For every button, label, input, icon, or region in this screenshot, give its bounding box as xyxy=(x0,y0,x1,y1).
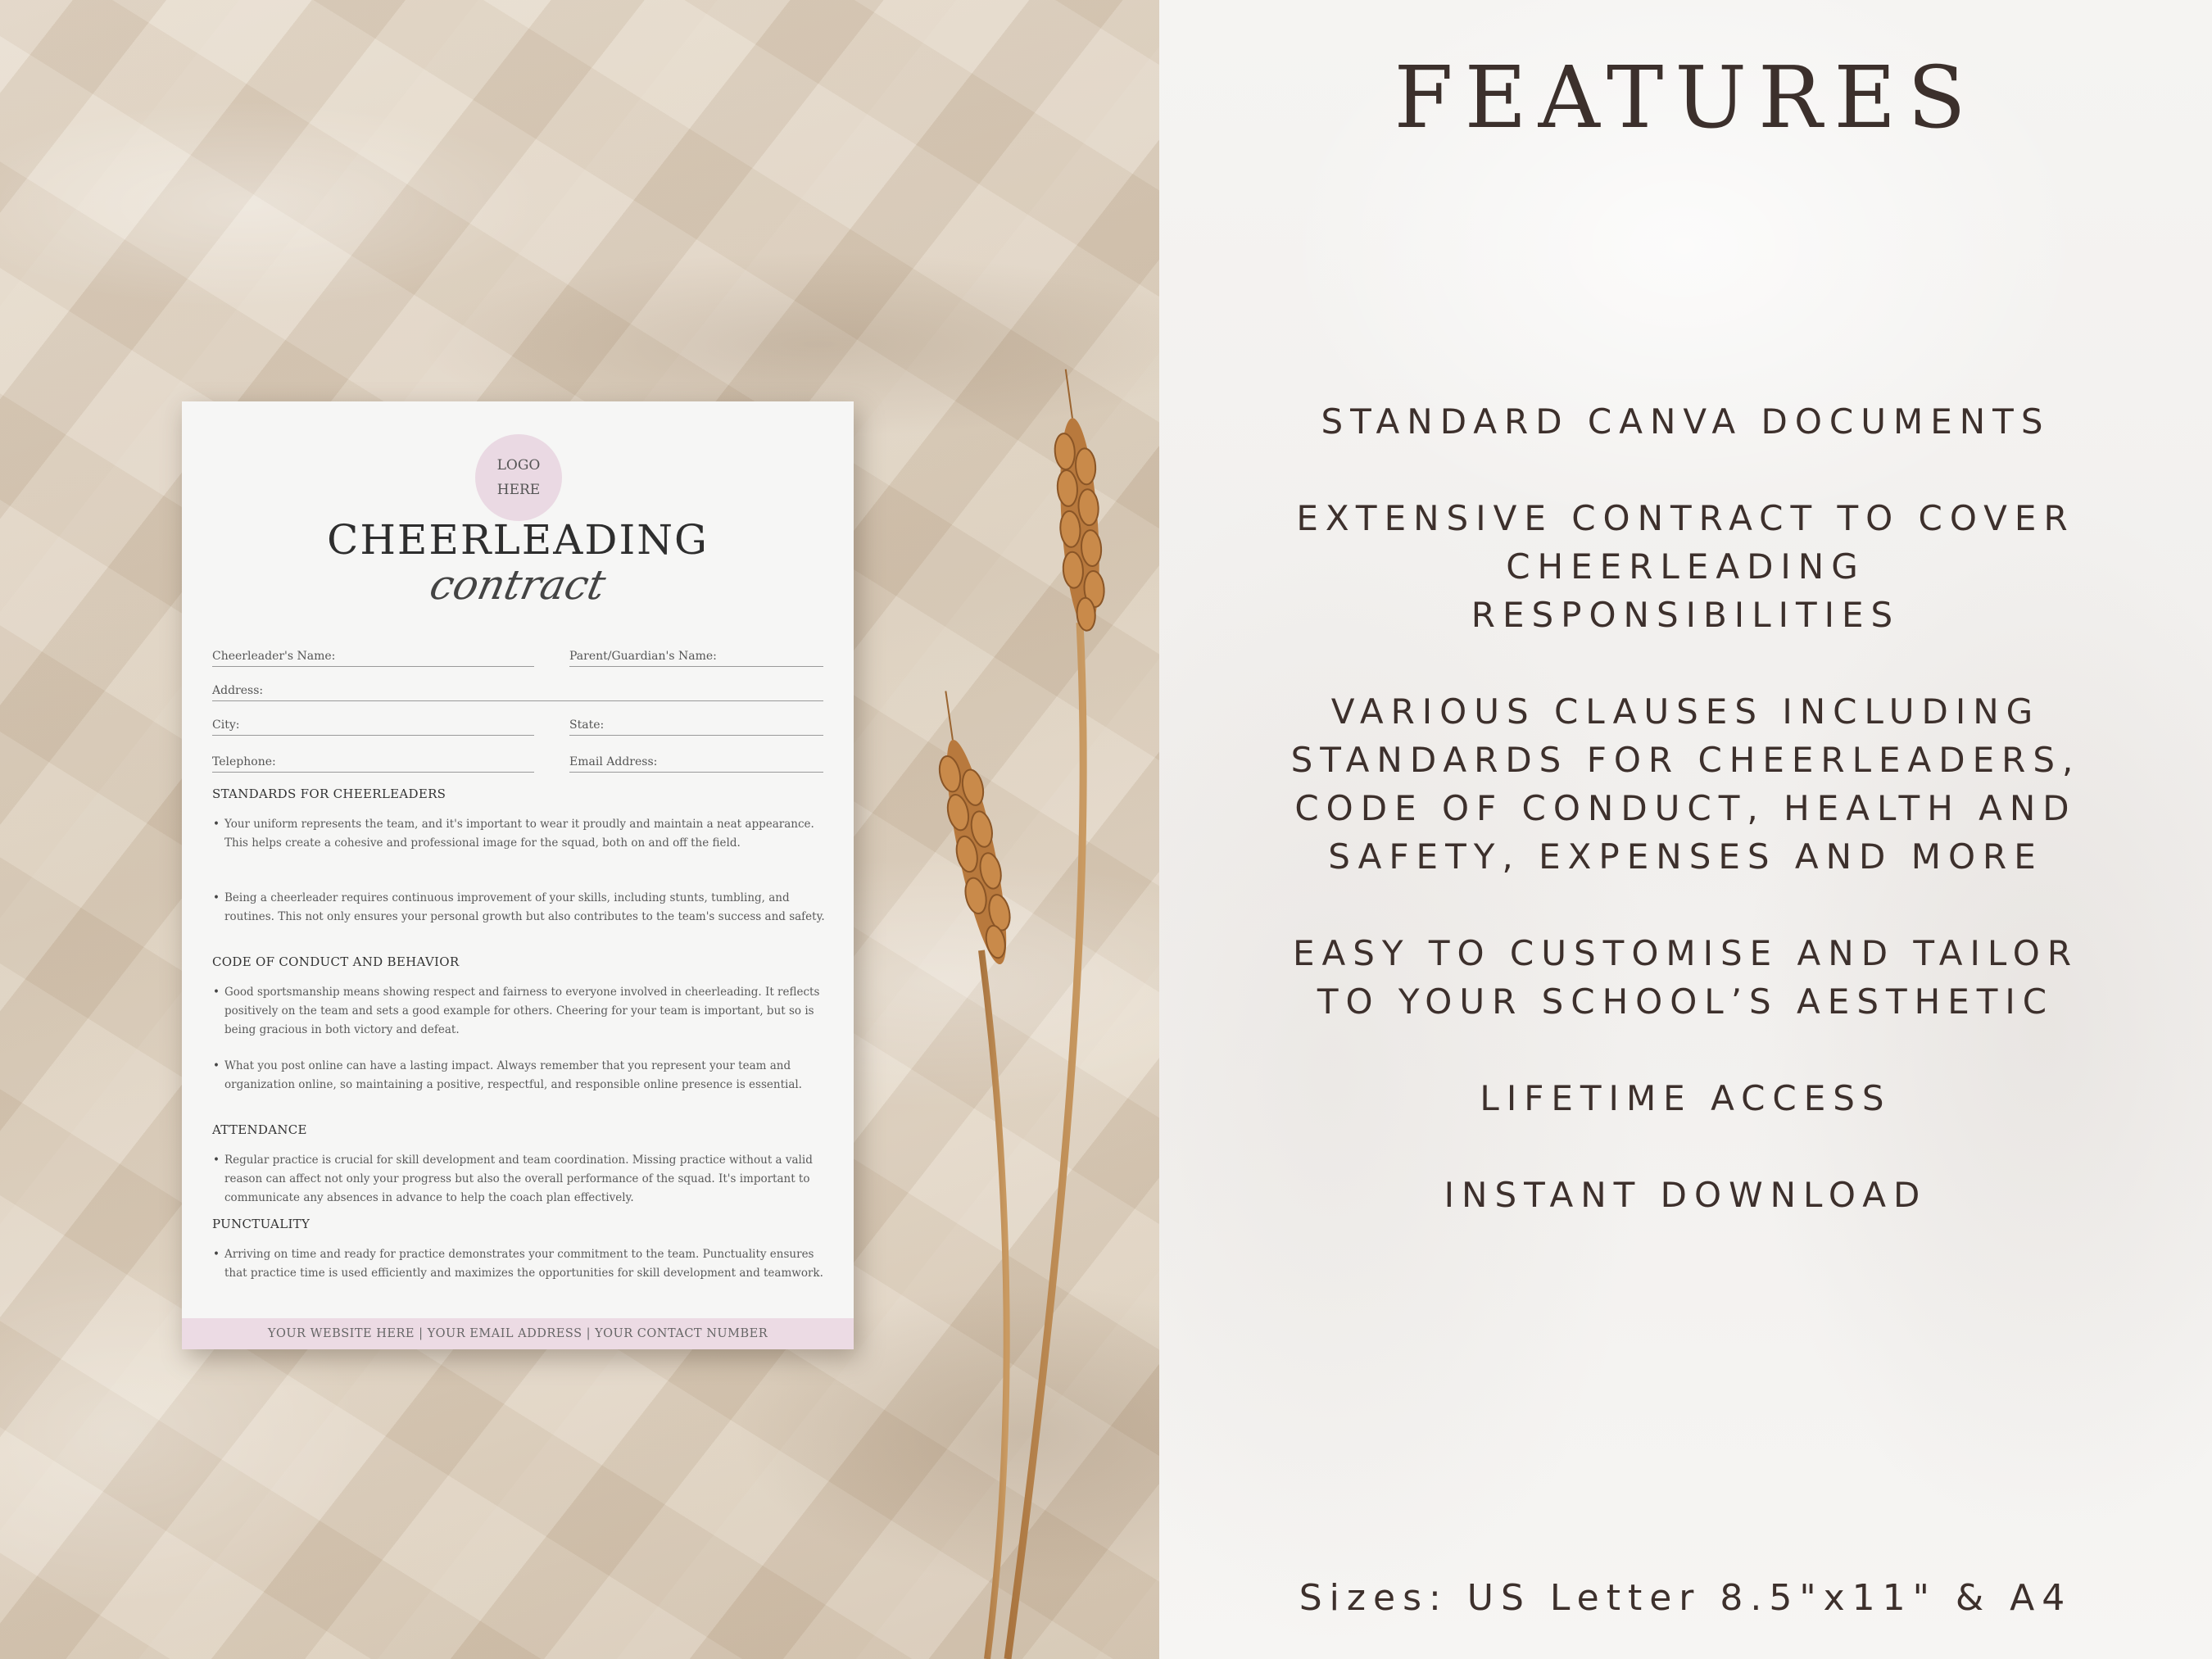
features-title: FEATURES xyxy=(1394,48,1978,147)
contract-document xyxy=(182,401,854,1349)
feature-item: INSTANT DOWNLOAD xyxy=(1444,1175,1928,1215)
section-bullet: • Regular practice is crucial for skill development and team coordination. Missing practice without a valid reason can affect not only your progress but also the overall performance of the squad. It's important to communicate any absences in advance to help the coach plan effectively. xyxy=(224,1151,831,1208)
section-bullet: • What you post online can have a lasting impact. Always remember that you represent your team and organization online, so maintaining a positive, respectful, and responsible online presence is essential. xyxy=(224,1057,831,1095)
document-subtitle-script: contract xyxy=(425,561,610,609)
section-heading: CODE OF CONDUCT AND BEHAVIOR xyxy=(212,954,460,969)
telephone-field: Telephone: xyxy=(212,750,534,773)
feature-item: VARIOUS CLAUSES INCLUDING STANDARDS FOR CHEERLEADERS, CODE OF CONDUCT, HEALTH AND SAFETY, EXPENSES AND MORE xyxy=(1290,691,2081,877)
sizes-info: Sizes: US Letter 8.5"x11" & A4 xyxy=(1299,1577,2073,1619)
email-field: Email Address: xyxy=(569,750,823,773)
section-bullet: • Being a cheerleader requires continuous improvement of your skills, including stunts, tumbling, and routines. This not only ensures your personal growth but also contributes to the team's success and safety. xyxy=(224,889,831,927)
document-title: CHEERLEADING xyxy=(327,516,709,564)
state-field: State: xyxy=(569,713,823,736)
section-heading: PUNCTUALITY xyxy=(212,1217,310,1231)
features-panel xyxy=(1159,0,2212,1659)
guardian-name-field: Parent/Guardian's Name: xyxy=(569,644,823,667)
logo-text-line-2: HERE xyxy=(496,482,541,498)
section-bullet: • Arriving on time and ready for practice demonstrates your commitment to the team. Punctuality ensures that practice time is used efficiently and maximizes the opportunities for skill development and teamwork. xyxy=(224,1245,831,1283)
cheerleader-name-field: Cheerleader's Name: xyxy=(212,644,534,667)
logo-placeholder xyxy=(475,434,562,521)
address-field: Address: xyxy=(212,678,823,701)
city-field: City: xyxy=(212,713,534,736)
feature-item: EXTENSIVE CONTRACT TO COVER CHEERLEADING RESPONSIBILITIES xyxy=(1296,498,2075,635)
document-footer: YOUR WEBSITE HERE | YOUR EMAIL ADDRESS | YOUR CONTACT NUMBER xyxy=(182,1318,854,1349)
feature-item: LIFETIME ACCESS xyxy=(1480,1078,1892,1118)
section-heading: ATTENDANCE xyxy=(212,1122,307,1137)
feature-item: EASY TO CUSTOMISE AND TAILOR TO YOUR SCHOOL’S AESTHETIC xyxy=(1292,933,2079,1022)
section-bullet: • Good sportsmanship means showing respect and fairness to everyone involved in cheerleading. It reflects positively on the team and sets a good example for others. Cheering for your team is important, but so is being gracious in both victory and defeat. xyxy=(224,983,831,1040)
logo-text-line-1: LOGO xyxy=(496,457,541,474)
feature-item: STANDARD CANVA DOCUMENTS xyxy=(1321,401,2051,442)
feature-list xyxy=(1159,397,2212,1267)
section-heading: STANDARDS FOR CHEERLEADERS xyxy=(212,786,446,801)
section-bullet: • Your uniform represents the team, and it's important to wear it proudly and maintain a neat appearance. This helps create a cohesive and professional image for the squad, both on and off the field. xyxy=(224,815,831,853)
